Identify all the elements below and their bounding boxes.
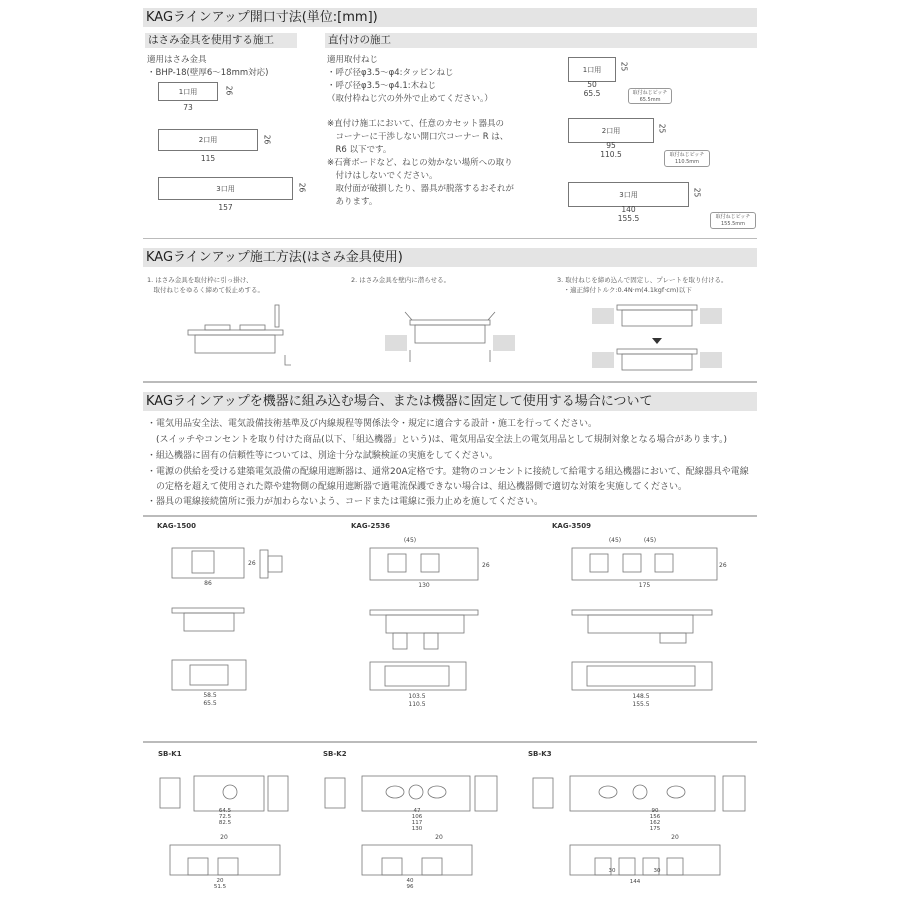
model-name: SB-K2 — [323, 750, 347, 758]
note-text: ※石膏ボードなど、ねじの効かない場所への取り — [327, 158, 513, 168]
model-name: KAG-2536 — [351, 522, 390, 530]
direct-height: 25 — [657, 123, 667, 134]
clamp-text: 適用はさみ金具 — [147, 55, 207, 65]
step-3-illustration — [592, 300, 722, 375]
opening-width: 73 — [183, 103, 193, 112]
opening-height: 26 — [262, 134, 272, 145]
dim-pitch-outer: 155.5 — [632, 701, 650, 708]
caution-line: (スイッチやコンセントを取り付けた商品(以下、「組込機器」という)は、電気用品安全法上の電気用品として規制対象となる場合があります。) — [147, 435, 727, 445]
clamp-text: ・BHP-18(壁厚6〜18mm対応) — [147, 68, 269, 78]
opening-box-3: 3口用 — [158, 177, 293, 200]
opening-height: 26 — [297, 182, 307, 193]
direct-inner: 50 — [587, 80, 597, 89]
dim-height: 26 — [482, 562, 490, 569]
note-text: コーナーに干渉しない開口穴コーナー R は、 — [327, 132, 509, 142]
kag-3509-drawing — [570, 548, 720, 698]
sb-bottom: 30 — [608, 868, 616, 874]
section-embedded-use-header: KAGラインアップを機器に組み込む場合、または機器に固定して使用する場合について — [143, 392, 757, 411]
note-text: R6 以下です。 — [327, 145, 392, 155]
caution-line: ・電源の供給を受ける建築電気設備の配線用遮断器は、通常20A定格です。建物のコンセントに接続して給電する組込機器において、配線器具や電線 — [147, 467, 749, 477]
dim-pitch-outer: 110.5 — [408, 701, 426, 708]
divider — [143, 381, 757, 383]
caution-line: ・器具の電線接続箇所に張力が加わらないよう、コードまたは電線に張力止めを施してください。 — [147, 497, 544, 507]
opening-height: 26 — [224, 85, 234, 96]
step-1-text: 1. はさみ金具を取付枠に引っ掛け、 — [147, 276, 253, 284]
direct-outer: 65.5 — [583, 89, 601, 98]
sb-bottom: 20 51.5 — [213, 878, 227, 890]
sb-dims: 90 156 162 175 — [649, 808, 661, 832]
kag-2536-drawing — [368, 548, 488, 698]
pitch-label: 取付ねじピッチ 65.5mm — [628, 88, 672, 104]
model-name: SB-K1 — [158, 750, 182, 758]
dim-pitch-outer: 65.5 — [203, 700, 217, 707]
direct-height: 25 — [619, 61, 629, 72]
step-3-text: 3. 取付ねじを締め込んで固定し、プレートを取り付ける。 — [557, 276, 728, 284]
clamp-install-heading: はさみ金具を使用する施工 — [145, 33, 297, 48]
opening-box-1: 1口用 — [158, 82, 218, 101]
dim-spacing: (45) — [608, 537, 622, 544]
model-name: KAG-3509 — [552, 522, 591, 530]
model-name: SB-K3 — [528, 750, 552, 758]
direct-box-3: 3口用 — [568, 182, 689, 207]
sb-top: 20 — [671, 834, 679, 841]
direct-box-1: 1口用 — [568, 57, 616, 82]
section-install-method-header: KAGラインアップ施工方法(はさみ金具使用) — [143, 248, 757, 267]
direct-inner: 140 — [621, 205, 636, 214]
opening-box-2: 2口用 — [158, 129, 258, 151]
note-text: 付けはしないでください。 — [327, 171, 438, 181]
pitch-label: 取付ねじピッチ 155.5mm — [710, 212, 756, 229]
direct-inner: 95 — [606, 141, 616, 150]
caution-line: ・組込機器に固有の信頼性等については、別途十分な試験検証の実施をしてください。 — [147, 451, 498, 461]
sb-bottom: 30 — [653, 868, 661, 874]
dim-pitch-inner: 103.5 — [408, 693, 426, 700]
dim-spacing: (45) — [643, 537, 657, 544]
sb-dims: 64.5 72.5 82.5 — [218, 808, 232, 826]
section-opening-dimensions-header: KAGラインアップ開口寸法(単位:[mm]) — [143, 8, 757, 27]
dim-height: 26 — [248, 560, 256, 567]
divider — [143, 741, 757, 743]
model-name: KAG-1500 — [157, 522, 196, 530]
screw-text: ・呼び径φ3.5〜φ4:タッピンねじ — [327, 68, 454, 78]
direct-install-heading: 直付けの施工 — [325, 33, 757, 48]
sb-k1-drawing — [160, 773, 320, 888]
direct-height: 25 — [692, 187, 702, 198]
step-3-text: ・適正締付トルク:0.4N·m(4.1kgf·cm)以下 — [557, 286, 692, 294]
sb-bottom: 40 96 — [406, 878, 414, 890]
dim-width: 130 — [418, 582, 430, 589]
dim-spacing: (45) — [403, 537, 417, 544]
screw-text: ・呼び径φ3.5〜φ4.1:木ねじ — [327, 81, 437, 91]
divider — [143, 238, 757, 239]
step-2-text: 2. はさみ金具を壁内に潜らせる。 — [351, 276, 451, 284]
note-text: 取付面が破損したり、器具が脱落するおそれが — [327, 184, 515, 194]
step-2-illustration — [385, 305, 515, 370]
sb-top: 20 — [435, 834, 443, 841]
caution-line: ・電気用品安全法、電気設備技術基準及び内線規程等関係法令・規定に適合する設計・施工を行ってください。 — [147, 419, 598, 429]
sb-dims: 47 106 117 130 — [411, 808, 423, 832]
direct-box-2: 2口用 — [568, 118, 654, 143]
dim-pitch-inner: 58.5 — [203, 692, 217, 699]
sb-bottom: 144 — [629, 879, 641, 885]
sb-top: 20 — [220, 834, 228, 841]
note-text: あります。 — [327, 197, 378, 207]
pitch-label: 取付ねじピッチ 110.5mm — [664, 150, 710, 167]
dim-pitch-inner: 148.5 — [632, 693, 650, 700]
step-1-illustration — [185, 300, 295, 370]
note-text: ※直付け施工において、任意のカセット器具の — [327, 119, 504, 129]
screw-text: 適用取付ねじ — [327, 55, 379, 65]
opening-width: 157 — [218, 203, 233, 212]
kag-1500-drawing — [170, 548, 310, 698]
divider — [143, 515, 757, 517]
caution-line: の定格を超えて使用された際や建物側の配線用遮断器で過電流保護できない場合は、組込機器側で適切な対策を実施してください。 — [147, 482, 688, 492]
opening-width: 115 — [200, 154, 216, 163]
dim-width: 175 — [638, 582, 651, 589]
direct-outer: 155.5 — [617, 214, 640, 223]
screw-text: （取付枠ねじ穴の外外で止めてください。） — [327, 94, 493, 104]
step-1-text: 取付ねじをゆるく締めて仮止めする。 — [147, 286, 264, 294]
direct-outer: 110.5 — [600, 150, 622, 159]
dim-height: 26 — [719, 562, 727, 569]
dim-width: 86 — [204, 580, 212, 587]
